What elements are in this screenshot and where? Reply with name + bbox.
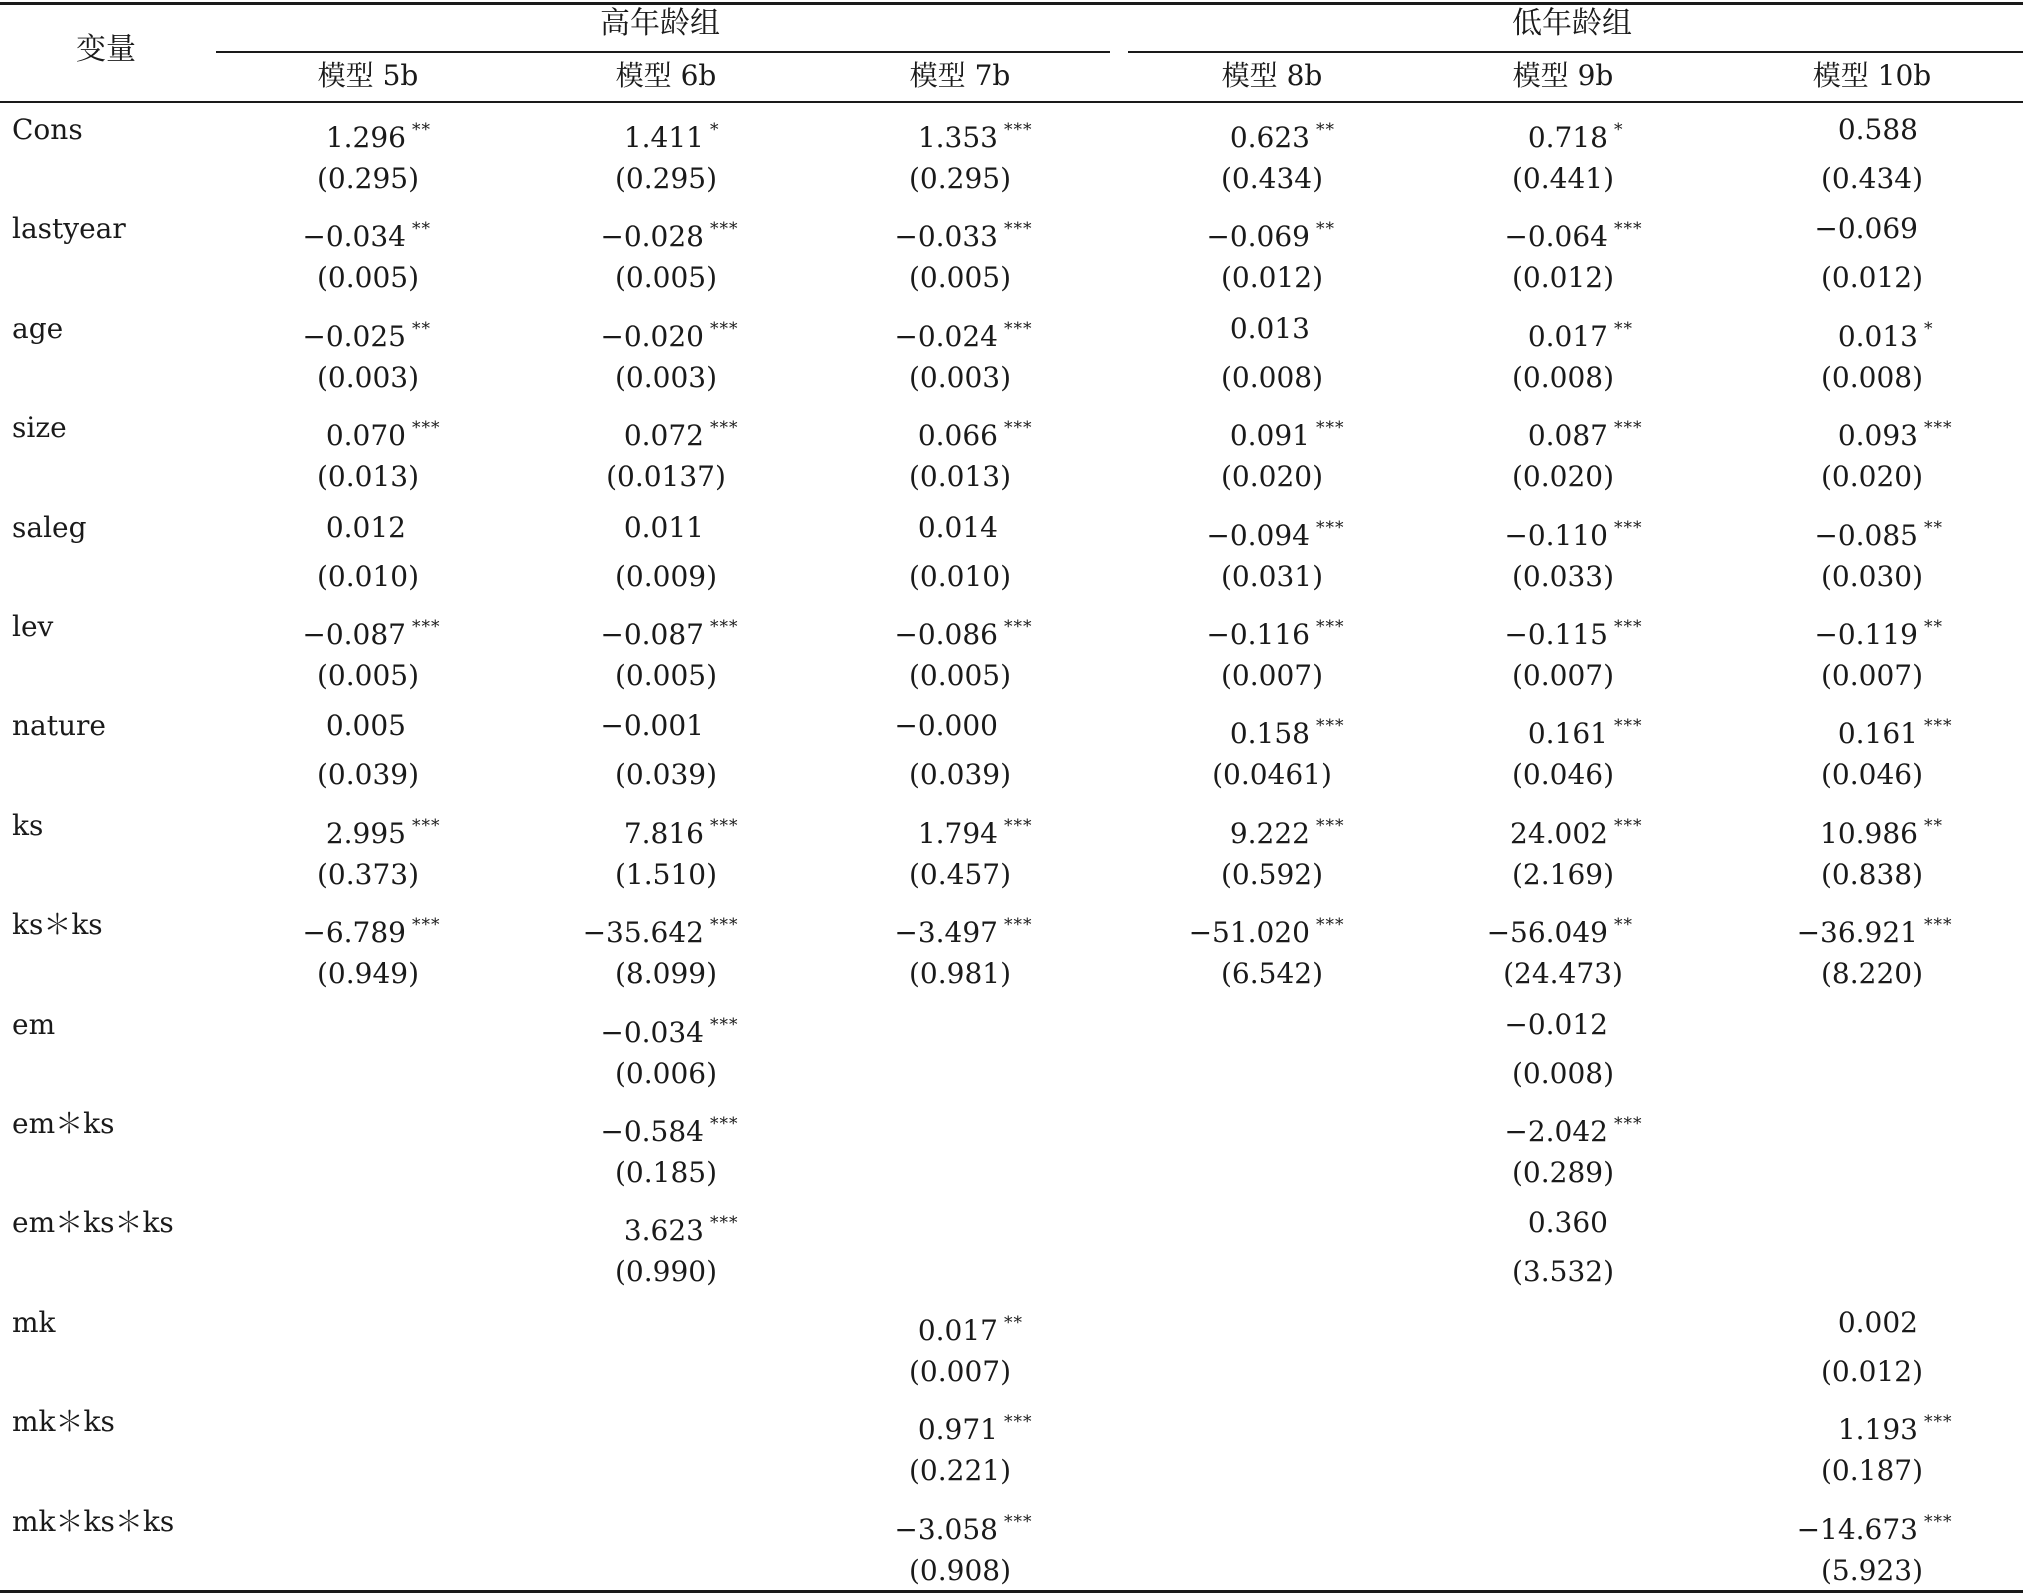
coef-value: 0.017 <box>917 1313 998 1347</box>
significance-stars: *** <box>1924 716 1953 737</box>
std-error: (0.006) <box>614 1056 717 1090</box>
coef-cell <box>1016 110 1356 158</box>
coef-value: 2.995 <box>325 816 406 850</box>
coef-cell <box>1624 408 1964 456</box>
significance-stars: *** <box>1924 418 1953 439</box>
significance-stars: *** <box>1004 418 1033 439</box>
std-error: (0.0461) <box>1212 758 1332 792</box>
std-error: (0.008) <box>1511 360 1614 394</box>
std-error: (0.434) <box>1820 162 1923 195</box>
variable-name: mk＊ks <box>12 1405 115 1439</box>
coef-cell <box>1624 706 1964 754</box>
coef-value: 7.816 <box>623 816 704 850</box>
coef-cell <box>704 706 1044 746</box>
significance-stars: *** <box>1004 1511 1033 1532</box>
significance-stars: *** <box>1924 915 1953 936</box>
variable-name: em＊ks＊ks <box>12 1206 174 1240</box>
variable-name: size <box>12 411 67 445</box>
std-error: (0.005) <box>614 261 717 295</box>
coef-cell <box>1624 806 1964 854</box>
coef-cell <box>112 806 452 854</box>
std-error: (0.012) <box>1511 261 1614 295</box>
std-error: (0.030) <box>1820 559 1923 593</box>
coef-cell <box>1624 1303 1964 1343</box>
coef-value: −0.584 <box>600 1115 704 1148</box>
coef-value: 1.296 <box>325 121 406 154</box>
coef-value: −0.085 <box>1814 518 1918 552</box>
coef-cell <box>1314 1203 1654 1243</box>
significance-stars: *** <box>710 1014 739 1035</box>
significance-stars: *** <box>710 1114 739 1134</box>
significance-stars: *** <box>710 815 739 836</box>
coef-value: −14.673 <box>1796 1512 1918 1546</box>
model-header: 模型 8b <box>1221 59 1323 92</box>
variable-name: mk＊ks＊ks <box>12 1504 175 1538</box>
coef-cell <box>1314 110 1654 158</box>
variable-name: lastyear <box>12 212 126 246</box>
coef-value: 0.718 <box>1527 121 1608 154</box>
model-header: 模型 10b <box>1812 59 1932 92</box>
std-error: (0.020) <box>1820 460 1923 494</box>
significance-stars: *** <box>1924 1412 1953 1433</box>
coef-cell <box>410 110 750 158</box>
significance-stars: *** <box>1316 915 1345 936</box>
coef-cell <box>410 806 750 854</box>
coef-cell <box>1314 508 1654 556</box>
std-error: (0.003) <box>908 360 1011 394</box>
significance-stars: *** <box>1316 716 1345 737</box>
coef-cell <box>1016 408 1356 456</box>
std-error: (0.008) <box>1820 360 1923 394</box>
std-error: (0.007) <box>1820 659 1923 692</box>
coef-value: 1.193 <box>1837 1413 1918 1447</box>
coef-value: −6.789 <box>302 916 406 950</box>
significance-stars: *** <box>1004 120 1033 140</box>
coef-value: −0.087 <box>302 618 406 651</box>
significance-stars: ** <box>1316 219 1335 240</box>
coef-value: 0.002 <box>1837 1305 1918 1339</box>
significance-stars: ** <box>412 219 431 240</box>
group-high-header: 高年龄组 <box>600 6 720 41</box>
coef-value: 1.411 <box>623 121 704 154</box>
coef-cell <box>1624 905 1964 953</box>
significance-stars: *** <box>1614 517 1643 538</box>
coef-cell <box>1624 110 1964 150</box>
coef-value: −0.024 <box>894 319 998 353</box>
coef-value: 1.794 <box>917 816 998 850</box>
std-error: (1.510) <box>614 857 717 891</box>
coef-cell <box>112 209 452 257</box>
coef-value: −0.087 <box>600 618 704 651</box>
significance-stars: *** <box>710 418 739 439</box>
coef-cell <box>410 508 750 548</box>
significance-stars: * <box>710 120 720 140</box>
std-error: (0.008) <box>1511 1056 1614 1090</box>
coef-cell <box>1016 706 1356 754</box>
coef-value: 10.986 <box>1820 816 1918 850</box>
coef-value: 0.093 <box>1837 419 1918 453</box>
coef-cell <box>1314 209 1654 257</box>
coef-cell <box>112 905 452 953</box>
std-error: (0.008) <box>1220 360 1323 394</box>
std-error: (8.220) <box>1820 957 1923 991</box>
coef-value: −2.042 <box>1504 1115 1608 1148</box>
std-error: (0.009) <box>614 559 717 593</box>
significance-stars: *** <box>1004 318 1033 339</box>
variable-name: ks＊ks <box>12 908 103 942</box>
coef-value: 0.588 <box>1837 113 1918 146</box>
std-error: (0.005) <box>614 659 717 692</box>
significance-stars: *** <box>710 915 739 936</box>
std-error: (5.923) <box>1820 1553 1923 1587</box>
significance-stars: *** <box>710 318 739 339</box>
std-error: (0.838) <box>1820 857 1923 891</box>
coef-value: 0.014 <box>917 510 998 544</box>
coef-value: −0.034 <box>600 1015 704 1049</box>
variable-name: nature <box>12 709 106 743</box>
group-rule-high <box>216 51 1110 53</box>
coef-value: −36.921 <box>1796 916 1918 950</box>
variable-name: mk <box>12 1305 56 1339</box>
std-error: (0.295) <box>316 162 419 195</box>
coef-cell <box>1624 508 1964 556</box>
coef-value: 0.623 <box>1229 121 1310 154</box>
coef-value: −0.034 <box>302 220 406 254</box>
coef-cell <box>410 408 750 456</box>
coef-value: 0.072 <box>623 419 704 453</box>
significance-stars: ** <box>1924 815 1943 836</box>
coef-cell <box>704 1303 1044 1351</box>
model-header: 模型 9b <box>1512 59 1614 92</box>
significance-stars: ** <box>1924 517 1943 538</box>
std-error: (0.221) <box>908 1454 1011 1488</box>
coef-cell <box>410 309 750 357</box>
coef-cell <box>112 508 452 548</box>
coef-value: 0.005 <box>325 709 406 743</box>
std-error: (0.441) <box>1511 162 1614 195</box>
std-error: (0.0137) <box>606 460 726 494</box>
std-error: (0.592) <box>1220 857 1323 891</box>
std-error: (0.434) <box>1220 162 1323 195</box>
significance-stars: *** <box>1614 418 1643 439</box>
coef-value: 0.012 <box>325 510 406 544</box>
coef-value: −0.069 <box>1814 212 1918 246</box>
coef-value: −0.069 <box>1206 220 1310 254</box>
coef-cell <box>410 1005 750 1053</box>
coef-cell <box>112 309 452 357</box>
coef-cell <box>1624 607 1964 655</box>
significance-stars: *** <box>1316 517 1345 538</box>
significance-stars: *** <box>1614 716 1643 737</box>
std-error: (0.295) <box>908 162 1011 195</box>
significance-stars: ** <box>1614 318 1633 339</box>
std-error: (0.046) <box>1820 758 1923 792</box>
coef-value: 24.002 <box>1510 816 1608 850</box>
coef-value: 0.070 <box>325 419 406 453</box>
coef-cell <box>1314 309 1654 357</box>
std-error: (0.005) <box>316 261 419 295</box>
significance-stars: *** <box>1614 219 1643 240</box>
std-error: (0.990) <box>614 1255 717 1289</box>
coef-cell <box>1314 1005 1654 1045</box>
variable-name: lev <box>12 610 54 643</box>
coef-value: −0.119 <box>1814 618 1918 651</box>
std-error: (0.007) <box>908 1354 1011 1388</box>
coef-value: 0.161 <box>1837 717 1918 751</box>
coef-value: 0.017 <box>1527 319 1608 353</box>
std-error: (0.012) <box>1820 1354 1923 1388</box>
std-error: (0.033) <box>1511 559 1614 593</box>
coef-value: 0.013 <box>1837 319 1918 353</box>
variable-name: saleg <box>12 510 87 544</box>
variable-header: 变量 <box>76 32 136 67</box>
group-low-header: 低年龄组 <box>1512 6 1632 41</box>
significance-stars: *** <box>1614 1114 1643 1134</box>
coef-cell <box>1624 1502 1964 1550</box>
significance-stars: ** <box>1004 1312 1023 1333</box>
coef-value: 9.222 <box>1229 816 1310 850</box>
coef-value: −0.115 <box>1504 618 1608 651</box>
coef-cell <box>1016 905 1356 953</box>
coef-value: −0.025 <box>302 319 406 353</box>
significance-stars: *** <box>710 1213 739 1234</box>
std-error: (0.010) <box>316 559 419 593</box>
significance-stars: *** <box>1614 815 1643 836</box>
coef-cell <box>704 209 1044 257</box>
significance-stars: ** <box>1614 915 1633 936</box>
group-rule-low <box>1128 51 2023 53</box>
coef-value: −0.028 <box>600 220 704 254</box>
significance-stars: ** <box>1316 120 1335 140</box>
std-error: (0.005) <box>316 659 419 692</box>
coef-value: −0.012 <box>1504 1007 1608 1041</box>
variable-name: em＊ks <box>12 1107 115 1140</box>
coef-value: −35.642 <box>582 916 704 950</box>
coef-value: −0.033 <box>894 220 998 254</box>
significance-stars: *** <box>412 815 441 836</box>
std-error: (0.289) <box>1511 1156 1614 1189</box>
significance-stars: *** <box>1316 418 1345 439</box>
coef-cell <box>704 806 1044 854</box>
significance-stars: *** <box>1924 1511 1953 1532</box>
variable-name: ks <box>12 808 44 842</box>
coef-value: −0.001 <box>600 709 704 743</box>
variable-name: age <box>12 311 64 345</box>
significance-stars: *** <box>1004 219 1033 240</box>
coef-cell <box>1624 1402 1964 1450</box>
coef-value: −3.497 <box>894 916 998 950</box>
coef-value: 0.091 <box>1229 419 1310 453</box>
model-header: 模型 5b <box>317 59 419 92</box>
std-error: (0.020) <box>1511 460 1614 494</box>
significance-stars: *** <box>1614 617 1643 637</box>
std-error: (0.020) <box>1220 460 1323 494</box>
header-rule <box>0 101 2023 103</box>
significance-stars: ** <box>412 120 431 140</box>
std-error: (0.013) <box>316 460 419 494</box>
coef-value: 0.066 <box>917 419 998 453</box>
significance-stars: * <box>1924 318 1934 339</box>
model-header: 模型 7b <box>909 59 1011 92</box>
coef-cell <box>410 209 750 257</box>
significance-stars: *** <box>710 219 739 240</box>
std-error: (0.908) <box>908 1553 1011 1587</box>
coef-cell <box>112 706 452 746</box>
coef-cell <box>1016 309 1356 349</box>
coef-cell <box>112 607 452 655</box>
coef-value: −0.110 <box>1504 518 1608 552</box>
std-error: (0.007) <box>1511 659 1614 692</box>
significance-stars: *** <box>710 617 739 637</box>
coef-value: 0.971 <box>917 1413 998 1447</box>
coef-value: −3.058 <box>894 1512 998 1546</box>
std-error: (0.187) <box>1820 1454 1923 1488</box>
significance-stars: *** <box>1316 617 1345 637</box>
std-error: (2.169) <box>1511 857 1614 891</box>
std-error: (0.039) <box>908 758 1011 792</box>
std-error: (0.457) <box>908 857 1011 891</box>
std-error: (0.949) <box>316 957 419 991</box>
std-error: (0.005) <box>908 261 1011 295</box>
std-error: (0.012) <box>1820 261 1923 295</box>
std-error: (0.003) <box>614 360 717 394</box>
coef-cell <box>1314 607 1654 655</box>
coef-value: 0.161 <box>1527 717 1608 751</box>
significance-stars: *** <box>412 915 441 936</box>
top-rule <box>0 2 2023 5</box>
significance-stars: *** <box>1004 915 1033 936</box>
significance-stars: *** <box>1004 617 1033 637</box>
significance-stars: * <box>1614 120 1624 140</box>
coef-value: −0.086 <box>894 618 998 651</box>
coef-value: −0.064 <box>1504 220 1608 254</box>
coef-cell <box>1314 905 1654 953</box>
coef-value: −0.000 <box>894 709 998 743</box>
std-error: (0.373) <box>316 857 419 891</box>
std-error: (0.295) <box>614 162 717 195</box>
significance-stars: ** <box>1924 617 1943 637</box>
std-error: (8.099) <box>614 957 717 991</box>
coef-value: 0.087 <box>1527 419 1608 453</box>
coef-value: 0.013 <box>1229 311 1310 345</box>
std-error: (0.185) <box>614 1156 717 1189</box>
std-error: (0.005) <box>908 659 1011 692</box>
std-error: (24.473) <box>1503 957 1623 991</box>
coef-cell <box>1624 209 1964 249</box>
coef-cell <box>704 309 1044 357</box>
coef-value: 1.353 <box>917 121 998 154</box>
variable-name: Cons <box>12 113 83 146</box>
coef-cell <box>1016 508 1356 556</box>
coef-cell <box>410 1104 750 1152</box>
std-error: (0.031) <box>1220 559 1323 593</box>
variable-name: em <box>12 1007 56 1041</box>
coef-value: 3.623 <box>623 1214 704 1248</box>
coef-cell <box>410 1203 750 1251</box>
std-error: (0.039) <box>614 758 717 792</box>
significance-stars: *** <box>1004 1412 1033 1433</box>
coef-cell <box>1624 309 1964 357</box>
significance-stars: *** <box>412 418 441 439</box>
coef-value: 0.360 <box>1527 1206 1608 1240</box>
coef-cell <box>1314 806 1654 854</box>
coef-cell <box>1314 408 1654 456</box>
std-error: (0.012) <box>1220 261 1323 295</box>
coef-cell <box>1016 607 1356 655</box>
significance-stars: *** <box>412 617 441 637</box>
std-error: (0.039) <box>316 758 419 792</box>
coef-cell <box>410 905 750 953</box>
coef-cell <box>1016 209 1356 257</box>
std-error: (0.003) <box>316 360 419 394</box>
std-error: (0.046) <box>1511 758 1614 792</box>
coef-value: −51.020 <box>1188 916 1310 950</box>
coef-value: −0.094 <box>1206 518 1310 552</box>
coef-cell <box>1016 806 1356 854</box>
model-header: 模型 6b <box>615 59 717 92</box>
coef-value: −56.049 <box>1486 916 1608 950</box>
coef-cell <box>410 607 750 655</box>
coef-value: 0.011 <box>623 510 704 544</box>
coef-cell <box>112 408 452 456</box>
coef-cell <box>1314 706 1654 754</box>
significance-stars: *** <box>1316 815 1345 836</box>
std-error: (3.532) <box>1511 1255 1614 1289</box>
coef-cell <box>112 110 452 158</box>
std-error: (0.013) <box>908 460 1011 494</box>
significance-stars: ** <box>412 318 431 339</box>
std-error: (0.010) <box>908 559 1011 593</box>
std-error: (6.542) <box>1220 957 1323 991</box>
coef-cell <box>704 905 1044 953</box>
significance-stars: *** <box>1004 815 1033 836</box>
coef-value: −0.020 <box>600 319 704 353</box>
std-error: (0.007) <box>1220 659 1323 692</box>
coef-cell <box>1314 1104 1654 1152</box>
coef-value: −0.116 <box>1206 618 1310 651</box>
coef-cell <box>704 110 1044 158</box>
coef-value: 0.158 <box>1229 717 1310 751</box>
coef-cell <box>410 706 750 746</box>
coef-cell <box>704 607 1044 655</box>
coef-cell <box>704 1402 1044 1450</box>
std-error: (0.981) <box>908 957 1011 991</box>
coef-cell <box>704 508 1044 548</box>
coef-cell <box>704 408 1044 456</box>
coef-cell <box>704 1502 1044 1550</box>
